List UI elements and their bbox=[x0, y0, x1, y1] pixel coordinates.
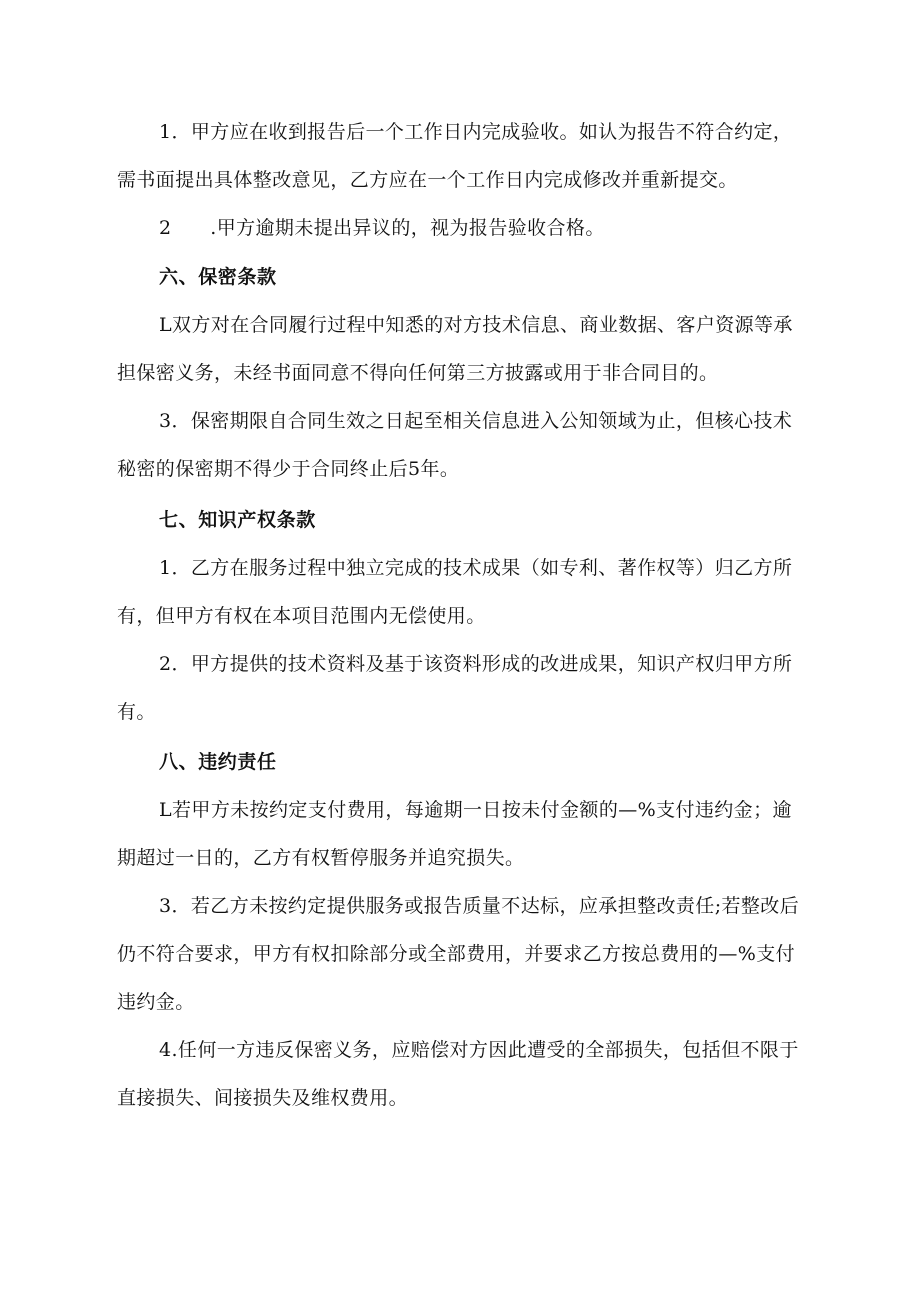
paragraph-service-quality: 3．若乙方未按约定提供服务或报告质量不达标，应承担整改责任;若整改后仍不符合要求，甲方有权扣除部分或全部费用，并要求乙方按总费用的—%支付违约金。 bbox=[117, 895, 800, 1013]
paragraph-ip-client: 2．甲方提供的技术资料及基于该资料形成的改进成果，知识产权归甲方所有。 bbox=[117, 653, 793, 723]
paragraph-no-objection: 2 .甲方逾期未提出异议的，视为报告验收合格。 bbox=[159, 217, 605, 239]
paragraph-breach-confidentiality: 4.任何一方违反保密义务，应赔偿对方因此遭受的全部损失，包括但不限于直接损失、间接损失及维权费用。 bbox=[117, 1039, 799, 1109]
paragraph-acceptance: 1．甲方应在收到报告后一个工作日内完成验收。如认为报告不符合约定，需书面提出具体整改意见，乙方应在一个工作日内完成修改并重新提交。 bbox=[117, 121, 793, 191]
heading-intellectual-property: 七、知识产权条款 bbox=[159, 509, 316, 531]
paragraph-confidentiality-period: 3．保密期限自合同生效之日起至相关信息进入公知领域为止，但核心技术秘密的保密期不得少于合同终止后5年。 bbox=[117, 410, 793, 480]
paragraph-late-payment: L若甲方未按约定支付费用，每逾期一日按未付金额的—%支付违约金；逾期超过一日的，乙方有权暂停服务并追究损失。 bbox=[117, 799, 792, 869]
heading-confidentiality: 六、保密条款 bbox=[159, 266, 277, 288]
paragraph-confidentiality-duty: L双方对在合同履行过程中知悉的对方技术信息、商业数据、客户资源等承担保密义务，未经书面同意不得向任何第三方披露或用于非合同目的。 bbox=[117, 314, 793, 384]
heading-liability: 八、违约责任 bbox=[159, 751, 277, 773]
paragraph-ip-contractor: 1．乙方在服务过程中独立完成的技术成果（如专利、著作权等）归乙方所有，但甲方有权在本项目范围内无偿使用。 bbox=[117, 557, 793, 627]
